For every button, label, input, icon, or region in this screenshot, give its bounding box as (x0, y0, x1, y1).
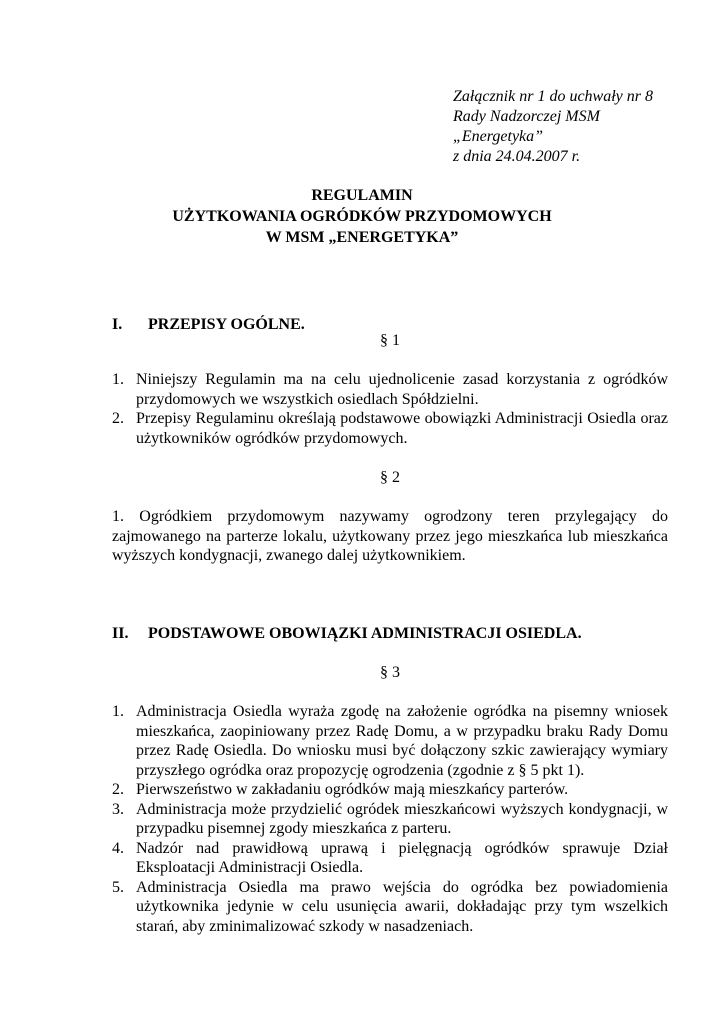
list-item (112, 780, 668, 800)
section-number: II. (112, 625, 129, 642)
paragraph-2-text: 1. Ogródkiem przydomowym nazywamy ogrodzony teren przylegający do zajmowanego na parterze lokalu, użytkowany przez jego mieszkańca lub mieszkańca wyższych kondygnacji, zwanego dalej użytkownikiem. (112, 508, 668, 564)
list-item (112, 370, 668, 409)
item-number: 3. (112, 800, 124, 818)
item-number: 2. (112, 781, 124, 798)
paragraph-label: § 2 (380, 469, 400, 486)
item-text: Administracja Osiedla ma prawo wejścia do ogródka bez powiadomienia użytkownika jedynie w celu usunięcia awarii, dokładając przy tym wszelkich starań, aby zminimalizować szkody w nasadzeniach. (136, 878, 668, 935)
paragraph-3-list (112, 702, 668, 936)
annex-line: Rady Nadzorczej MSM (453, 108, 600, 125)
paragraph-label: § 3 (380, 664, 400, 681)
list-item (112, 839, 668, 878)
item-number: 4. (112, 839, 124, 857)
annex-line: „Energetyka” (453, 128, 544, 145)
item-text: Nadzór nad prawidłową uprawą i pielęgnacją ogródków sprawuje Dział Eksploatacji Administracji Osiedla. (136, 839, 668, 876)
list-item (112, 409, 668, 448)
item-text: Niniejszy Regulamin ma na celu ujednolicenie zasad korzystania z ogródków przydomowych we wszystkich osiedlach Spółdzielni. (136, 371, 668, 408)
paragraph-label: § 1 (380, 332, 400, 349)
item-text: Administracja może przydzielić ogródek mieszkańcowi wyższych kondygnacji, w przypadku pisemnej zgody mieszkańca z parteru. (136, 800, 668, 837)
title-line: REGULAMIN (311, 187, 413, 204)
item-number: 5. (112, 878, 124, 896)
section-title: PRZEPISY OGÓLNE. (148, 316, 305, 333)
title-line: W MSM „ENERGETYKA” (265, 229, 459, 246)
section-heading-2 (112, 624, 582, 644)
item-text: Przepisy Regulaminu określają podstawowe obowiązki Administracji Osiedla oraz użytkowników ogródków przydomowych. (136, 410, 668, 447)
item-text: Pierwszeństwo w zakładaniu ogródków mają mieszkańcy parterów. (136, 781, 569, 798)
item-number: 1. (112, 703, 124, 720)
section-title: PODSTAWOWE OBOWIĄZKI ADMINISTRACJI OSIEDLA. (148, 625, 582, 642)
annex-note (453, 87, 653, 167)
list-item (112, 878, 668, 937)
item-text: Administracja Osiedla wyraża zgodę na założenie ogródka na pisemny wniosek mieszkańca, zaopiniowany przez Radę Domu, a w przypadku braku Rady Domu przez Radę Osiedla. Do wniosku musi być dołączony szkic zawierający wymiary przyszłego ogródka oraz propozycję ogrodzenia (zgodnie z § 5 pkt 1). (136, 703, 668, 779)
section-number: I. (112, 316, 123, 333)
list-item (112, 702, 668, 780)
annex-line: Załącznik nr 1 do uchwały nr 8 (453, 88, 653, 105)
list-item (112, 800, 668, 839)
item-number: 1. (112, 371, 124, 388)
paragraph-1-list (112, 370, 668, 448)
title-line: UŻYTKOWANIA OGRÓDKÓW PRZYDOMOWYCH (172, 208, 552, 225)
document-title (0, 185, 724, 248)
annex-line: z dnia 24.04.2007 r. (453, 148, 581, 165)
item-number: 2. (112, 410, 124, 427)
